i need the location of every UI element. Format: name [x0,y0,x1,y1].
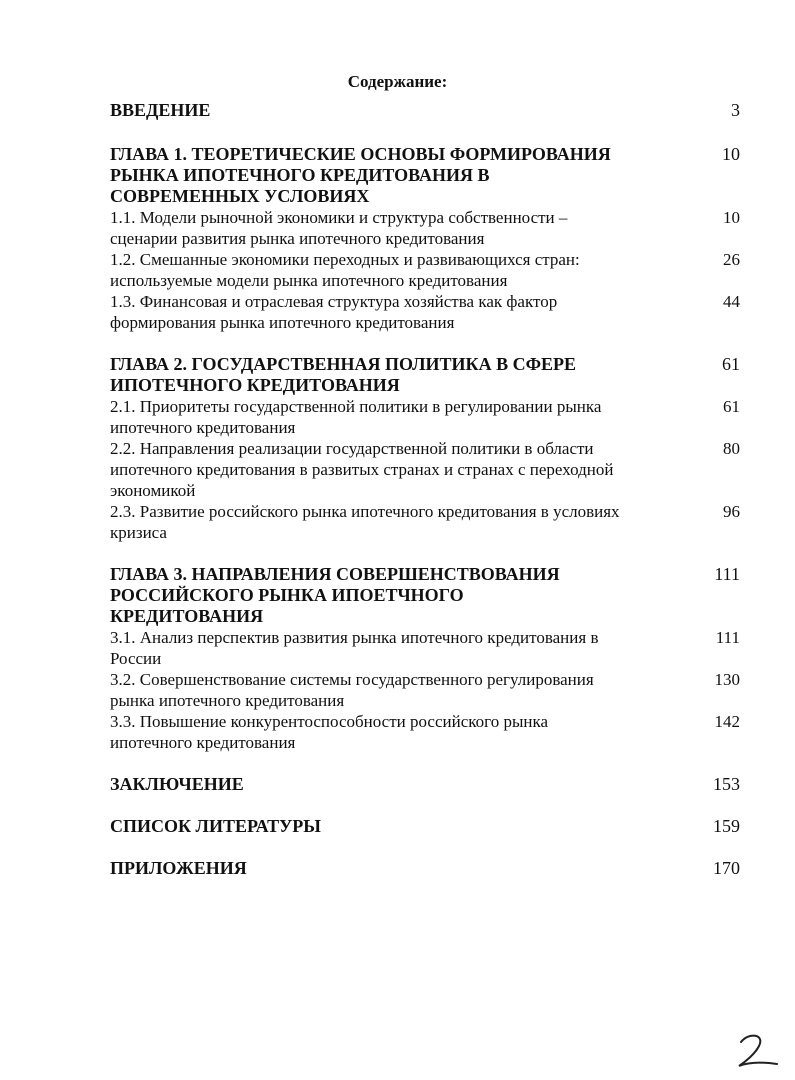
chapter-page: 61 [722,354,740,374]
chapter-title: ГЛАВА 2. ГОСУДАРСТВЕННАЯ ПОЛИТИКА В СФЕРЕ ИПОТЕЧНОГО КРЕДИТОВАНИЯ [110,354,577,395]
toc-entry-page: 153 [713,774,740,794]
chapter-title: ГЛАВА 3. НАПРАВЛЕНИЯ СОВЕРШЕНСТВОВАНИЯ РОССИЙСКОГО РЫНКА ИПОЕТЧНОГО КРЕДИТОВАНИЯ [110,564,560,626]
handwritten-mark [735,1032,781,1072]
toc-chapter-3 [110,564,742,627]
toc-entry-bibliography [110,816,742,837]
section-label: 3.1. Анализ перспектив развития рынка ипотечного кредитования в России [110,628,599,668]
chapter-page: 10 [722,144,740,164]
toc-section-3-1 [110,627,742,669]
page-title: Содержание: [347,72,448,91]
toc-entry-label: ЗАКЛЮЧЕНИЕ [110,774,244,794]
toc-section-3-3 [110,711,742,753]
section-label: 1.1. Модели рыночной экономики и структура собственности – сценарии развития рынка ипотечного кредитования [110,208,568,248]
section-page: 44 [723,292,740,311]
toc-entry-appendices [110,858,742,879]
section-label: 1.2. Смешанные экономики переходных и развивающихся стран: используемые модели рынка ипотечного кредитования [110,250,580,290]
toc-chapter-2 [110,354,742,396]
section-label: 2.3. Развитие российского рынка ипотечного кредитования в условиях кризиса [110,502,620,542]
toc-entry-intro [110,100,742,121]
toc-entry-page: 170 [713,858,740,878]
section-label: 3.2. Совершенствование системы государственного регулирования рынка ипотечного кредитования [110,670,594,710]
section-page: 10 [723,208,740,227]
chapter-title: ГЛАВА 1. ТЕОРЕТИЧЕСКИЕ ОСНОВЫ ФОРМИРОВАНИЯ РЫНКА ИПОТЕЧНОГО КРЕДИТОВАНИЯ В СОВРЕМЕННЫХ УСЛОВИЯХ [110,144,611,206]
toc-section-2-2 [110,438,742,501]
toc-section-1-2 [110,249,742,291]
section-label: 2.1. Приоритеты государственной политики в регулировании рынка ипотечного кредитования [110,397,602,437]
toc-section-1-1 [110,207,742,249]
section-page: 26 [723,250,740,269]
toc-entry-label: СПИСОК ЛИТЕРАТУРЫ [110,816,321,836]
section-page: 111 [715,628,740,647]
section-page: 80 [723,439,740,458]
toc-section-2-3 [110,501,742,543]
toc-chapter-1 [110,144,742,207]
toc-entry-page: 159 [713,816,740,836]
toc-section-1-3 [110,291,742,333]
toc-entry-label: ВВЕДЕНИЕ [110,100,211,120]
section-page: 61 [723,397,740,416]
toc-section-2-1 [110,396,742,438]
table-of-contents [110,100,742,879]
toc-entry-conclusion [110,774,742,795]
section-label: 2.2. Направления реализации государственной политики в области ипотечного кредитования в развитых странах и странах с переходной экономикой [110,439,614,500]
toc-entry-label: ПРИЛОЖЕНИЯ [110,858,247,878]
toc-section-3-2 [110,669,742,711]
toc-entry-page: 3 [731,100,740,120]
section-page: 130 [714,670,740,689]
section-label: 3.3. Повышение конкурентоспособности российского рынка ипотечного кредитования [110,712,549,752]
section-label: 1.3. Финансовая и отраслевая структура хозяйства как фактор формирования рынка ипотечного кредитования [110,292,558,332]
section-page: 96 [723,502,740,521]
chapter-page: 111 [714,564,740,584]
section-page: 142 [714,712,740,731]
